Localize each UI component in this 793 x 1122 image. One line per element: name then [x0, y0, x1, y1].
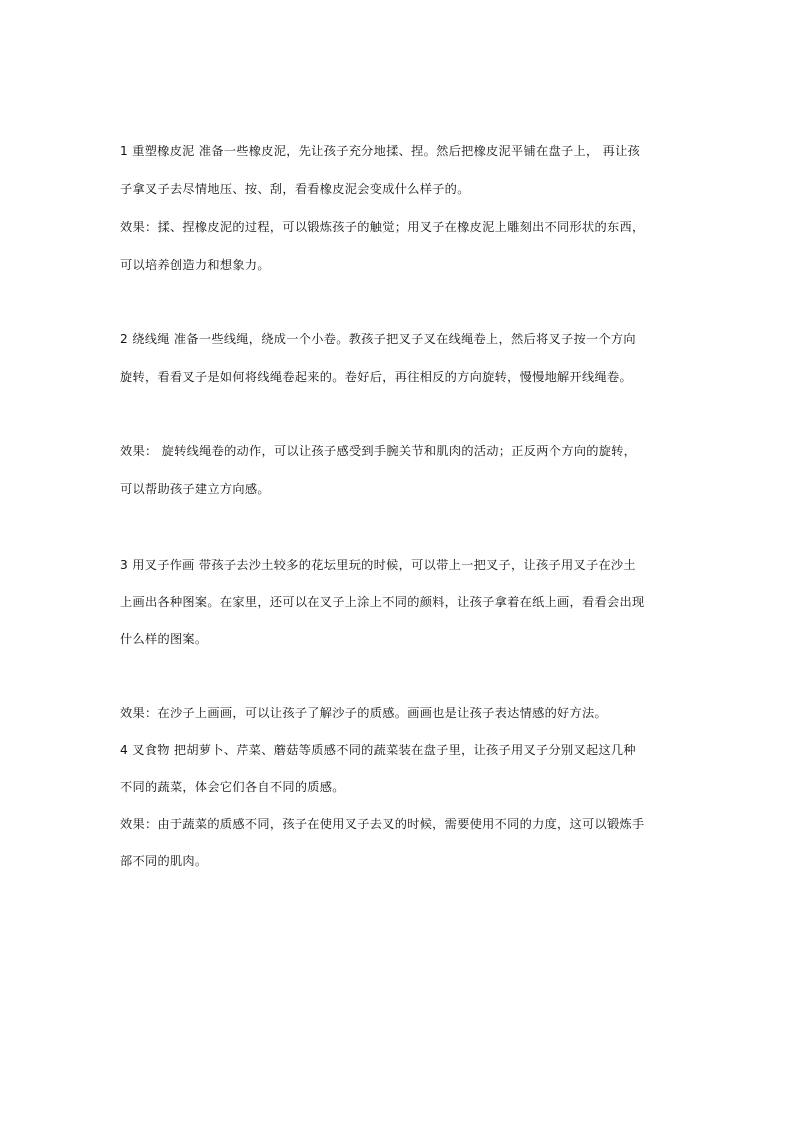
section-1-effect-line-1: 效果：揉、捏橡皮泥的过程，可以锻炼孩子的触觉；用叉子在橡皮泥上雕刻出不同形状的东西，: [120, 220, 645, 234]
section-2-line-2: 旋转，看看叉子是如何将线绳卷起来的。卷好后，再往相反的方向旋转，慢慢地解开线绳卷。: [120, 370, 632, 384]
section-4-line-2: 不同的蔬菜，体会它们各自不同的质感。: [120, 780, 345, 794]
section-2-line-1: 2 绕线绳 准备一些线绳，绕成一个小卷。教孩子把叉子叉在线绳卷上，然后将叉子按一个方向: [120, 332, 636, 346]
section-3-line-2: 上画出各种图案。在家里，还可以在叉子上涂上不同的颜料，让孩子拿着在纸上画，看看会出现: [120, 595, 645, 609]
section-1-line-1: 1 重塑橡皮泥 准备一些橡皮泥，先让孩子充分地揉、捏。然后把橡皮泥平铺在盘子上， 再让孩: [120, 144, 641, 158]
section-2-effect-line-1: 效果： 旋转线绳卷的动作，可以让孩子感受到手腕关节和肌肉的活动；正反两个方向的旋转，: [120, 444, 637, 458]
section-1-line-2: 子拿叉子去尽情地压、按、刮，看看橡皮泥会变成什么样子的。: [120, 182, 470, 196]
section-3-effect-line-1: 效果：在沙子上画画，可以让孩子了解沙子的质感。画画也是让孩子表达情感的好方法。: [120, 706, 608, 720]
section-2-effect-line-2: 可以帮助孩子建立方向感。: [120, 482, 270, 496]
section-4-line-1: 4 叉食物 把胡萝卜、芹菜、蘑菇等质感不同的蔬菜装在盘子里，让孩子用叉子分别叉起这几种: [120, 743, 636, 757]
section-3-line-1: 3 用叉子作画 带孩子去沙土较多的花坛里玩的时候，可以带上一把叉子，让孩子用叉子在沙土: [120, 558, 636, 572]
section-3-line-3: 什么样的图案。: [120, 632, 208, 646]
section-1-effect-line-2: 可以培养创造力和想象力。: [120, 258, 270, 272]
section-4-effect-line-2: 部不同的肌肉。: [120, 854, 208, 868]
section-4-effect-line-1: 效果：由于蔬菜的质感不同，孩子在使用叉子去叉的时候，需要使用不同的力度，这可以锻炼手: [120, 817, 645, 831]
